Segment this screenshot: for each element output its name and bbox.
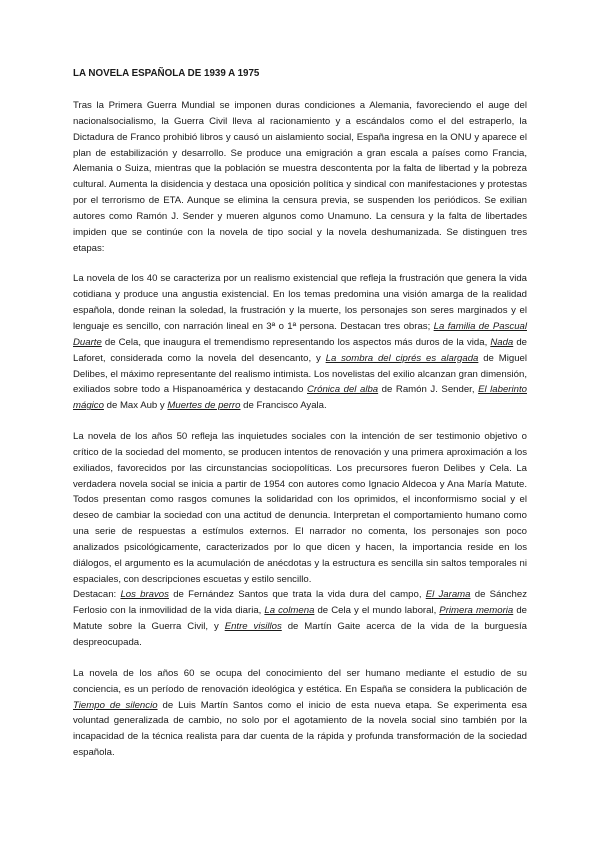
text-segment: de Francisco Ayala.: [240, 400, 327, 412]
work-title-la-colmena: La colmena: [264, 605, 315, 617]
text-segment: de Fernández Santos que trata la vida dura del campo,: [168, 589, 426, 601]
paragraph-60s: [73, 666, 527, 761]
work-title-tiempo-silencio: Tiempo de silencio: [73, 699, 158, 711]
paragraph-50s: La novela de los años 50 refleja las inquietudes sociales con la intención de ser testimonio objetivo o crítico de la sociedad del momento, se producen intentos de renovación y una primera aproximación a los exiliados, favorecidos por las circunstancias sociopolíticas. Los precursores fueron Delibes y Cela. La verdadera novela social se inicia a partir de 1954 con autores como Ignacio Aldecoa y Ana María Matute. Todos presentan como rasgos comunes la solidaridad con los oprimidos, el inconformismo social y el deseo de cambiar la sociedad con una actitud de denuncia. Interpretan el comportamiento humano como una serie de respuestas a estímulos externos. El narrador no comenta, los personajes son poco analizados psicológicamente, caracterizados por lo que dicen y hacen, la importancia reside en los diálogos, el argumento es la acumulación de anécdotas y la estructura es sencilla sin saltos temporales ni espaciales, con descripciones escuetas y estilo sencillo.: [73, 431, 527, 585]
paragraph-40s: [73, 271, 527, 414]
text-segment: de Laforet, considerada como la novela del desencanto, y: [73, 336, 527, 364]
text-segment: de Miguel Delibes, el máximo representante del realismo intimista. Los novelistas del exilio alcanzan gran dimensión, exiliados sobre todo a Hispanoamérica y destacando: [73, 352, 527, 396]
work-title-sombra-cipres: La sombra del ciprés es alargada: [325, 352, 479, 364]
work-title-laberinto-magico: El laberinto mágico: [73, 384, 527, 412]
text-segment: de Max Aub y: [103, 400, 168, 412]
work-title-primera-memoria: Primera memoria: [439, 605, 514, 617]
text-segment: de Matute sobre la Guerra Civil, y: [73, 605, 527, 633]
text-segment: de Martín Gaite acerca de la vida de la burguesía despreocupada.: [73, 621, 527, 648]
document-page: [73, 66, 527, 761]
work-title-familia-pascual-duarte: La familia de Pascual Duarte: [73, 320, 527, 348]
text-segment: de Cela y el mundo laboral,: [314, 605, 440, 617]
text-segment: La novela de los años 60 se ocupa del conocimiento del ser humano mediante el estudio de su conciencia, es un período de renovación ideológica y estética. En España se considera la publicación de: [73, 667, 527, 695]
text-segment: de Sánchez Ferlosio con la inmovilidad de la vida diaria,: [73, 589, 527, 617]
work-title-entre-visillos: Entre visillos: [224, 621, 282, 633]
work-title-nada: Nada: [490, 336, 514, 348]
document-title: LA NOVELA ESPAÑOLA DE 1939 A 1975: [73, 68, 260, 79]
text-segment: de Luis Martín Santos como el inicio de esta nueva etapa. Se experimenta esa voluntad generalizada de cambio, no solo por el agotamiento de la novela social sino también por la incapacidad de la técnica realista para dar cuenta de la rápida y profunda transformación de la sociedad española.: [73, 699, 528, 759]
text-segment: La novela de los 40 se caracteriza por un realismo existencial que refleja la frustración que genera la vida cotidiana y produce una angustia existencial. En los temas predomina una visión amarga de la realidad española, donde reinan la soledad, la frustración y la muerte, los personajes son seres marginados y el lenguaje es sencillo, con narración lineal en 3ª o 1ª persona. Destacan tres obras;: [73, 273, 527, 332]
text-segment: de Ramón J. Sender,: [378, 384, 479, 396]
work-title-cronica-alba: Crónica del alba: [307, 384, 379, 396]
work-title-los-bravos: Los bravos: [120, 589, 169, 601]
text-segment: de Cela, que inaugura el tremendismo representando los aspectos más duros de la vida,: [101, 336, 491, 348]
text-segment: Destacan:: [73, 589, 121, 601]
work-title-el-jarama: El Jarama: [425, 589, 471, 601]
work-title-muertes-perro: Muertes de perro: [167, 400, 241, 412]
paragraph-50s-highlights: [73, 587, 527, 650]
intro-paragraph: Tras la Primera Guerra Mundial se imponen duras condiciones a Alemania, favoreciendo el auge del nacionalsocialismo, la Guerra Civil lleva al racionamiento y a escándalos como el del estraperlo, la Dictadura de Franco prohibió libros y causó un aislamiento social, España ingresa en la ONU y aparece el plan de estabilización y desarrollo. Se produce una emigración a gran escala a países como Francia, Alemania o Suiza, mientras que la población se muestra descontenta por la falta de libertad y la pobreza cultural. Aumenta la disidencia y destaca una oposición política y sindical con manifestaciones y protestas por el terrorismo de ETA. Aunque se elimina la censura previa, se suspenden los periódicos. Se exilian autores como Ramón J. Sender y mueren algunos como Unamuno. La censura y la falta de libertades impiden que se continúe con la novela de tipo social y la novela deshumanizada. Se distinguen tres etapas:: [73, 100, 527, 254]
